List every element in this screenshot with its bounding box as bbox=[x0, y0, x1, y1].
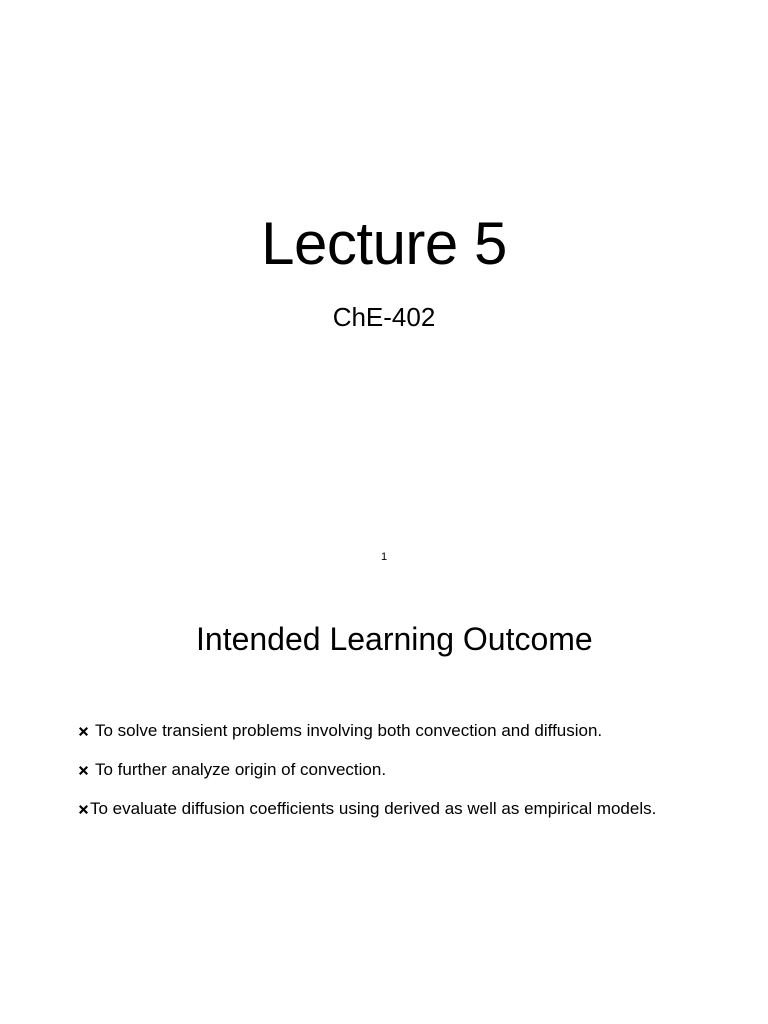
outcome-text: To further analyze origin of convection. bbox=[95, 760, 387, 779]
list-item bbox=[78, 759, 386, 781]
outcome-text: To evaluate diffusion coefficients using derived as well as empirical models. bbox=[90, 799, 657, 818]
outcome-text: To solve transient problems involving both convection and diffusion. bbox=[95, 721, 603, 740]
x-mark-bullet-icon bbox=[78, 726, 89, 737]
x-mark-bullet-icon bbox=[78, 804, 89, 815]
page-number: 1 bbox=[380, 551, 388, 563]
list-item bbox=[78, 720, 602, 742]
x-mark-bullet-icon bbox=[78, 765, 89, 776]
slide-subtitle: ChE-402 bbox=[332, 302, 436, 332]
section-heading: Intended Learning Outcome bbox=[196, 621, 593, 657]
list-item bbox=[78, 798, 656, 820]
slide-title: Lecture 5 bbox=[261, 210, 507, 277]
